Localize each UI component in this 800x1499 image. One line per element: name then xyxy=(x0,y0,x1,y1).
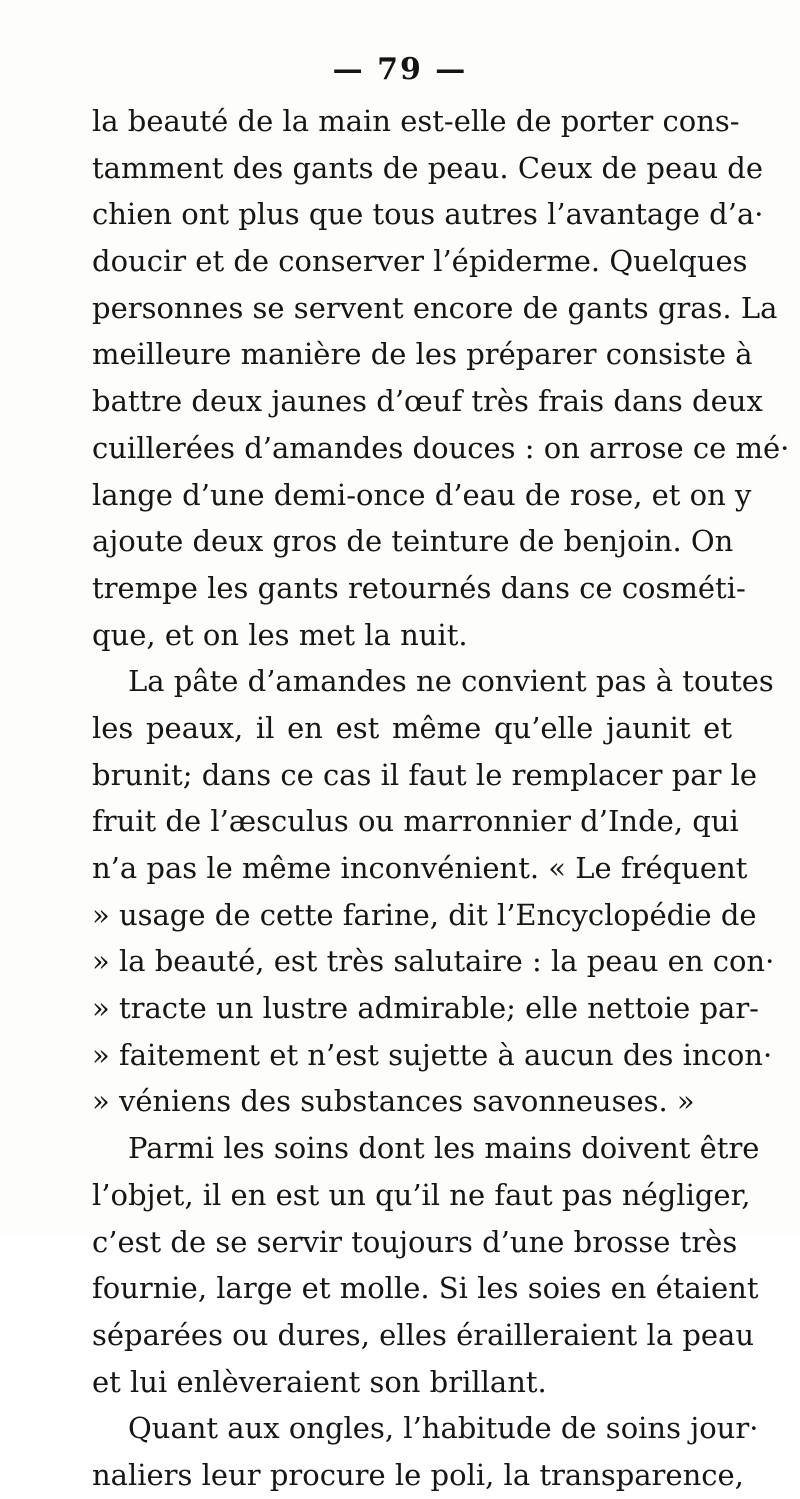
text-line: brunit; dans ce cas il faut le remplacer par le xyxy=(92,757,758,792)
page-number: — 79 — xyxy=(332,52,468,87)
text-line: que, et on les met la nuit. xyxy=(92,617,468,652)
text-line: » la beauté, est très salutaire : la peau en con· xyxy=(92,944,775,979)
text-line: chien ont plus que tous autres l’avantage d’a· xyxy=(92,197,764,232)
text-line: Quant aux ongles, l’habitude de soins jour· xyxy=(128,1411,759,1446)
text-line: fruit de l’æsculus ou marronnier d’Inde, qui xyxy=(92,804,739,839)
text-line: meilleure manière de les préparer consiste à xyxy=(92,337,753,372)
text-line: les peaux, il en est même qu’elle jaunit et xyxy=(92,710,732,745)
body-text xyxy=(92,98,790,1499)
text-line: c’est de se servir toujours d’une brosse très xyxy=(92,1224,738,1259)
text-line: » usage de cette farine, dit l’Encyclopédie de xyxy=(92,897,757,932)
text-line: l’objet, il en est un qu’il ne faut pas négliger, xyxy=(92,1177,751,1212)
text-line: personnes se servent encore de gants gras. La xyxy=(92,290,778,325)
text-line: la beauté de la main est-elle de porter cons- xyxy=(92,104,740,138)
text-line: n’a pas le même inconvénient. « Le fréquent xyxy=(92,851,748,885)
text-line: La pâte d’amandes ne convient pas à toutes xyxy=(128,664,774,699)
text-line: naliers leur procure le poli, la transparence, xyxy=(92,1457,744,1492)
text-line: doucir et de conserver l’épiderme. Quelques xyxy=(92,244,748,279)
text-line: séparées ou dures, elles érailleraient la peau xyxy=(92,1317,755,1352)
text-line: tamment des gants de peau. Ceux de peau de xyxy=(92,150,764,185)
text-line: et lui enlèveraient son brillant. xyxy=(92,1364,547,1399)
text-line: lange d’une demi-once d’eau de rose, et on y xyxy=(92,477,752,512)
text-line: Parmi les soins dont les mains doivent être xyxy=(128,1131,760,1166)
text-line: » véniens des substances savonneuses. » xyxy=(92,1084,695,1119)
text-line: fournie, large et molle. Si les soies en étaient xyxy=(92,1271,759,1306)
text-line: ajoute deux gros de teinture de benjoin. On xyxy=(92,524,734,559)
text-line: » tracte un lustre admirable; elle nettoie par- xyxy=(92,991,759,1026)
text-line: battre deux jaunes d’œuf très frais dans deux xyxy=(92,384,763,419)
text-line: » faitement et n’est sujette à aucun des incon· xyxy=(92,1037,773,1072)
text-line: trempe les gants retournés dans ce cosméti- xyxy=(92,570,746,605)
text-line: cuillerées d’amandes douces : on arrose ce mé· xyxy=(92,430,790,465)
